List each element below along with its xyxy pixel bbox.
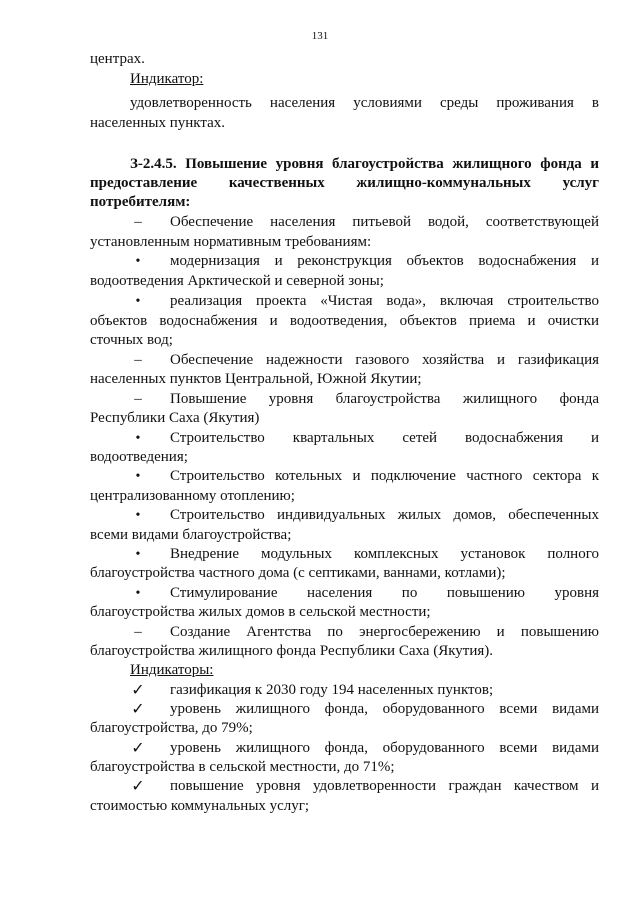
dash-marker: – <box>134 214 142 230</box>
text-line: централизованному отоплению; <box>90 488 295 504</box>
text-line: Республики Саха (Якутия) <box>90 410 260 426</box>
text-line: уровень жилищного фонда, оборудованного всеми видами <box>170 740 599 756</box>
text-line: водоотведения; <box>90 449 188 465</box>
subheading: Индикатор: <box>130 71 204 87</box>
dash-marker: – <box>134 624 142 640</box>
bullet-icon: • <box>135 294 141 309</box>
checkmark-icon: ✓ <box>131 701 145 718</box>
text-line: Обеспечение надежности газового хозяйства и газификация <box>170 352 599 368</box>
text-line: установленным нормативным требованиям: <box>90 234 372 250</box>
text-line: Стимулирование населения по повышению уровня <box>170 585 599 601</box>
text-line: водоотведения Арктической и северной зоны; <box>90 273 384 289</box>
text-line: сточных вод; <box>90 332 173 348</box>
text-line: Повышение уровня благоустройства жилищного фонда <box>170 391 599 407</box>
text-line: удовлетворенность населения условиями среды проживания в <box>130 95 599 111</box>
checkmark-icon: ✓ <box>131 740 145 757</box>
checkmark-icon: ✓ <box>131 682 145 699</box>
text-line: центрах. <box>90 51 145 67</box>
text-line: стоимостью коммунальных услуг; <box>90 798 310 814</box>
bullet-icon: • <box>135 431 141 446</box>
text-line: благоустройства жилых домов в сельской местности; <box>90 604 431 620</box>
text-line: благоустройства жилищного фонда Республики Саха (Якутия). <box>90 643 494 659</box>
bullet-icon: • <box>135 254 141 269</box>
section-heading-line: З-2.4.5. Повышение уровня благоустройства жилищного фонда и <box>130 156 599 172</box>
text-line: модернизация и реконструкция объектов водоснабжения и <box>170 253 599 269</box>
text-line: Строительство индивидуальных жилых домов, обеспеченных <box>170 507 599 523</box>
bullet-icon: • <box>135 508 141 523</box>
dash-marker: – <box>134 391 142 407</box>
text-line: повышение уровня удовлетворенности граждан качеством и <box>170 778 599 794</box>
text-line: Строительство квартальных сетей водоснабжения и <box>170 430 599 446</box>
page-number: 131 <box>311 30 329 42</box>
section-heading-line: предоставление качественных жилищно-коммунальных услуг <box>90 175 599 191</box>
text-line: уровень жилищного фонда, оборудованного всеми видами <box>170 701 599 717</box>
text-line: Создание Агентства по энергосбережению и повышению <box>170 624 599 640</box>
text-line: населенных пунктах. <box>90 115 225 131</box>
text-line: благоустройства, до 79%; <box>90 720 253 736</box>
bullet-icon: • <box>135 586 141 601</box>
text-line: благоустройства частного дома (с септиками, ваннами, котлами); <box>90 565 506 581</box>
text-line: Строительство котельных и подключение частного сектора к <box>170 468 599 484</box>
text-line: всеми видами благоустройства; <box>90 527 292 543</box>
checkmark-icon: ✓ <box>131 778 145 795</box>
section-heading-line: потребителям: <box>90 194 191 210</box>
text-line: объектов водоснабжения и водоотведения, объектов приема и очистки <box>90 313 599 329</box>
text-line: Внедрение модульных комплексных установок полного <box>170 546 599 562</box>
text-line: газификация к 2030 году 194 населенных пунктов; <box>170 682 494 698</box>
bullet-icon: • <box>135 469 141 484</box>
text-line: Обеспечение населения питьевой водой, соответствующей <box>170 214 599 230</box>
text-line: населенных пунктов Центральной, Южной Якутии; <box>90 371 422 387</box>
bullet-icon: • <box>135 547 141 562</box>
text-line: реализация проекта «Чистая вода», включая строительство <box>170 293 599 309</box>
subheading: Индикаторы: <box>130 662 214 678</box>
dash-marker: – <box>134 352 142 368</box>
text-line: благоустройства в сельской местности, до 71%; <box>90 759 395 775</box>
